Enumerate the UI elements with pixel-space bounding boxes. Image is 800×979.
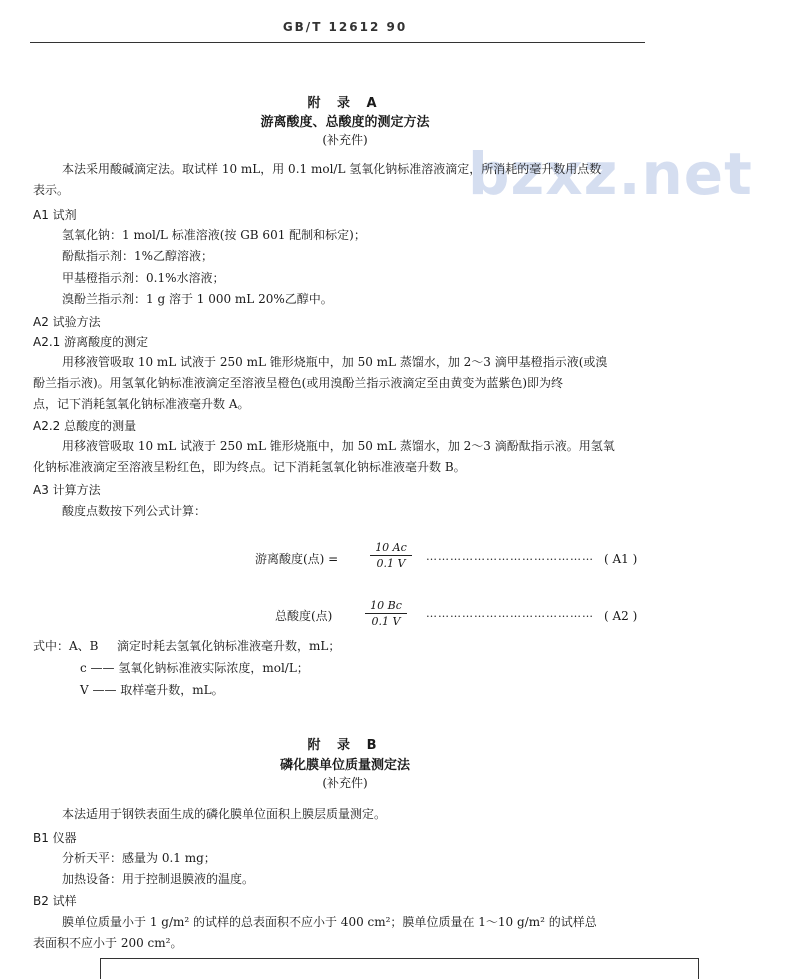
formula-a1-lhs: 游离酸度(点) = xyxy=(255,552,339,566)
section-a3-heading: A3 计算方法 xyxy=(33,483,101,497)
formula-a1-fraction xyxy=(370,541,412,570)
a21-text-line: 用移液管吸取 10 mL 试液于 250 mL 锥形烧瓶中，加 50 mL 蒸馏水，加 2～3 滴甲基橙指示液(或溴 xyxy=(62,355,608,369)
reagent-item: 甲基橙指示剂：0.1%水溶液； xyxy=(62,271,225,285)
appendix-b-label: 附 录 B xyxy=(307,738,383,753)
reagent-item: 氢氧化钠：1 mol/L 标准溶液(按 GB 601 配制和标定)； xyxy=(62,228,366,242)
formula-a2-fraction xyxy=(365,599,407,628)
section-a2-heading: A2 试验方法 xyxy=(33,315,101,329)
formula-a1-denominator: 0.1 V xyxy=(376,557,406,570)
bottom-frame xyxy=(100,958,699,979)
appendix-a-intro-line1: 本法采用酸碱滴定法。取试样 10 mL，用 0.1 mol/L 氢氧化钠标准溶液滴定，所消耗的毫升数用点数 xyxy=(62,162,602,176)
formula-a1-tag: ( A1 ) xyxy=(604,552,638,566)
fraction-bar xyxy=(365,613,407,614)
appendix-a-title: 游离酸度、总酸度的测定方法 xyxy=(260,115,430,130)
formula-a2-lhs: 总酸度(点) xyxy=(275,609,333,623)
formula-a1-numerator: 10 Ac xyxy=(375,541,407,554)
a22-text-line: 化钠标准液滴定至溶液呈粉红色，即为终点。记下消耗氢氧化钠标准液毫升数 B。 xyxy=(33,460,466,474)
instrument-item: 加热设备：用于控制退膜液的温度。 xyxy=(62,872,255,886)
section-a1-heading: A1 试剂 xyxy=(33,208,77,222)
appendix-b-title: 磷化膜单位质量测定法 xyxy=(279,758,410,773)
reagent-item: 溴酚兰指示剂：1 g 溶于 1 000 mL 20%乙醇中。 xyxy=(62,292,333,306)
b2-text-line: 膜单位质量小于 1 g/m² 的试样的总表面积不应小于 400 cm²；膜单位质量在 1～10 g/m² 的试样总 xyxy=(62,915,597,929)
appendix-a-intro-line2: 表示。 xyxy=(33,183,70,197)
where-item: V —— 取样毫升数，mL。 xyxy=(80,683,224,697)
section-a22-heading: A2.2 总酸度的测量 xyxy=(33,419,137,433)
b2-text-line: 表面积不应小于 200 cm²。 xyxy=(33,936,183,950)
standard-code-header: GB/T 12612 90 xyxy=(282,20,408,34)
formula-a2-numerator: 10 Bc xyxy=(370,599,402,612)
formula-a2-denominator: 0.1 V xyxy=(371,615,401,628)
section-b1-heading: B1 仪器 xyxy=(33,831,77,845)
where-prefix: 式中：A、B xyxy=(33,639,99,653)
appendix-a-label: 附 录 A xyxy=(307,96,383,111)
watermark: bzxz.net xyxy=(468,140,753,208)
a21-text-line: 点，记下消耗氢氧化钠标准液毫升数 A。 xyxy=(33,397,250,411)
formula-a2-tag: ( A2 ) xyxy=(604,609,638,623)
formula-a2-leader-dots: …………………………………… xyxy=(426,607,594,620)
instrument-item: 分析天平：感量为 0.1 mg； xyxy=(62,851,216,865)
reagent-item: 酚酞指示剂：1%乙醇溶液； xyxy=(62,249,214,263)
appendix-b-intro: 本法适用于钢铁表面生成的磷化膜单位面积上膜层质量测定。 xyxy=(62,807,387,821)
a3-intro: 酸度点数按下列公式计算： xyxy=(62,504,207,518)
appendix-a-supplement: (补充件) xyxy=(322,133,368,147)
a22-text-line: 用移液管吸取 10 mL 试液于 250 mL 锥形烧瓶中，加 50 mL 蒸馏水，加 2～3 滴酚酞指示液。用氢氧 xyxy=(62,439,615,453)
where-item: 滴定时耗去氢氧化钠标准液毫升数，mL； xyxy=(117,639,341,653)
where-item: c —— 氢氧化钠标准液实际浓度，mol/L； xyxy=(80,661,309,675)
a21-text-line: 酚兰指示液)。用氢氧化钠标准液滴定至溶液呈橙色(或用溴酚兰指示液滴定至由黄变为蓝紫色)即为终 xyxy=(33,376,564,390)
appendix-b-supplement: (补充件) xyxy=(322,776,368,790)
header-rule xyxy=(30,42,645,43)
section-b2-heading: B2 试样 xyxy=(33,894,77,908)
formula-a1-leader-dots: …………………………………… xyxy=(426,550,594,563)
section-a21-heading: A2.1 游离酸度的测定 xyxy=(33,335,149,349)
fraction-bar xyxy=(370,555,412,556)
